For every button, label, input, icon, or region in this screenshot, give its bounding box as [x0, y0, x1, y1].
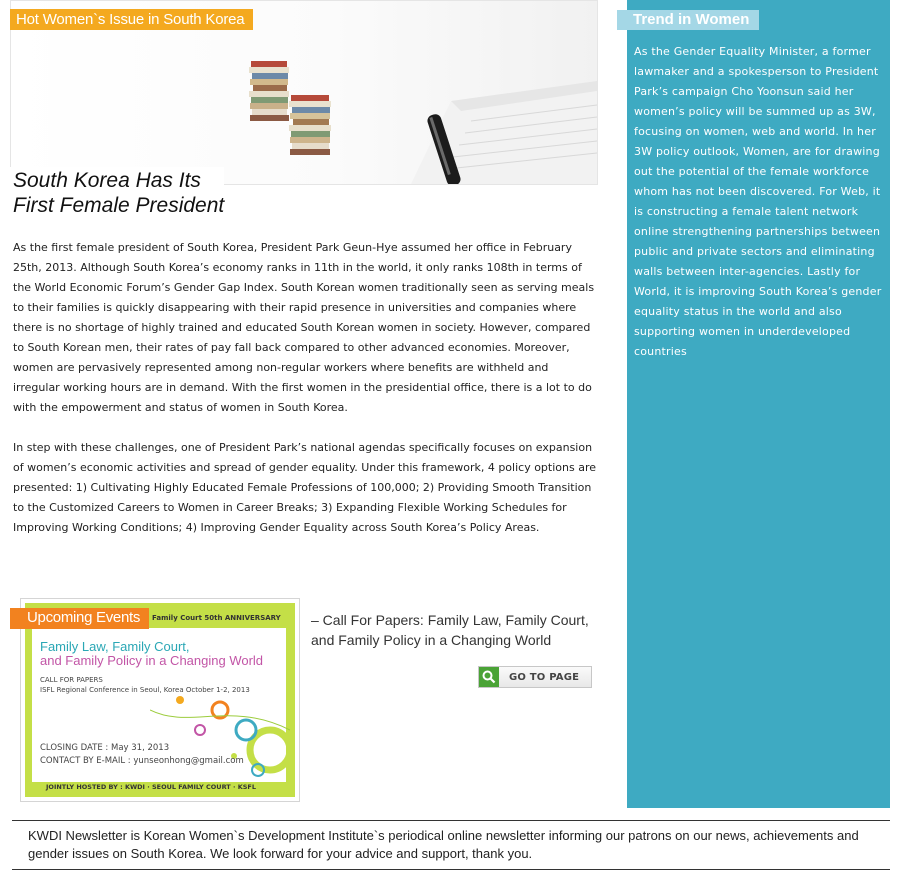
- poster-anniversary: Family Court 50th ANNIVERSARY: [152, 614, 281, 622]
- article-title-line1: South Korea Has Its: [13, 169, 201, 192]
- poster-title-line2: and Family Policy in a Changing World: [40, 653, 264, 668]
- article-paragraph-1: As the first female president of South Korea, President Park Geun-Hye assumed her office in February 25th, 2013. Although South Korea’s economy ranks in 11th in the world, it only ranks 108th in terms of the World Economic Forum’s Gender Gap Index. South Korean women traditionally seen as serving meals to their families is quickly disappearing with their rapid presence in universities and companies where there is no shortage of highly trained and educated South Korean women in society. However, compared to South Korean men, their rates of pay fall back compared to other advanced economies. Moreover, women are pervasively represented among non-regular workers where benefits are withheld and irregular working hours are in demand. With the first women in the presidential office, there is a lot to do with the empowerment and status of women in South Korea.: [13, 241, 595, 414]
- books-illustration: [247, 55, 337, 165]
- section-label-events: Upcoming Events: [10, 608, 149, 629]
- article-paragraph-2: In step with these challenges, one of President Park’s national agendas specifically focuses on expansion of women’s economic activities and spread of gender equality. Under this framework, 4 policy options are presented: 1) Cultivating Highly Educated Female Professions of 100,000; 2) Providing Smooth Transition to the Customized Careers to Women in Career Breaks; 3) Expanding Flexible Working Schedules for Improving Working Conditions; 4) Improving Gender Equality across South Korea’s Policy Areas.: [13, 441, 597, 534]
- poster-call: [40, 675, 250, 695]
- article-title-line2: First Female President: [13, 194, 225, 217]
- trend-text: As the Gender Equality Minister, a former lawmaker and a spokesperson to President Park’s campaign Cho Yoonsun said her women’s policy will be summed up as 3W, focusing on women, web and world. In her 3W policy outlook, Women, are for drawing out the potential of the female workforce whom has not been discovered. For Web, it is constructing a female talent network online strengthening partnerships between public and private sectors and eliminating walls between inter-agencies. Lastly for World, it is improving South Korea’s gender equality status in the world and also supporting women in underdeveloped countries: [634, 45, 882, 358]
- footer-text: KWDI Newsletter is Korean Women`s Development Institute`s periodical online newsletter informing our patrons on our news, achievements and gender issues on South Korea. We look forward for your advice and support, thank you.: [28, 828, 859, 861]
- poster-circles-decoration: [150, 690, 290, 786]
- search-icon: [479, 667, 499, 687]
- go-to-page-button[interactable]: [478, 666, 592, 688]
- section-label-hot-issue: Hot Women`s Issue in South Korea: [10, 9, 253, 30]
- go-to-page-label: GO TO PAGE: [509, 671, 580, 683]
- notebook-pen-illustration: [381, 41, 597, 184]
- footer-divider-top: [12, 820, 890, 821]
- poster-contact: CONTACT BY E-MAIL : yunseonhong@gmail.com: [40, 756, 244, 766]
- poster-title: [40, 640, 290, 668]
- article-title: [13, 168, 273, 218]
- poster-call-line2: ISFL Regional Conference in Seoul, Korea October 1-2, 2013: [40, 686, 250, 694]
- poster-hosted-by: JOINTLY HOSTED BY : KWDI · SEOUL FAMILY COURT · KSFL: [46, 783, 257, 791]
- poster-call-line1: CALL FOR PAPERS: [40, 676, 103, 684]
- poster-details: [40, 742, 244, 768]
- poster-title-line1: Family Law, Family Court,: [40, 639, 190, 654]
- event-link[interactable]: – Call For Papers: Family Law, Family Court, and Family Policy in a Changing World: [311, 612, 589, 648]
- poster-closing-date: CLOSING DATE : May 31, 2013: [40, 743, 170, 753]
- section-label-trend: Trend in Women: [617, 10, 759, 30]
